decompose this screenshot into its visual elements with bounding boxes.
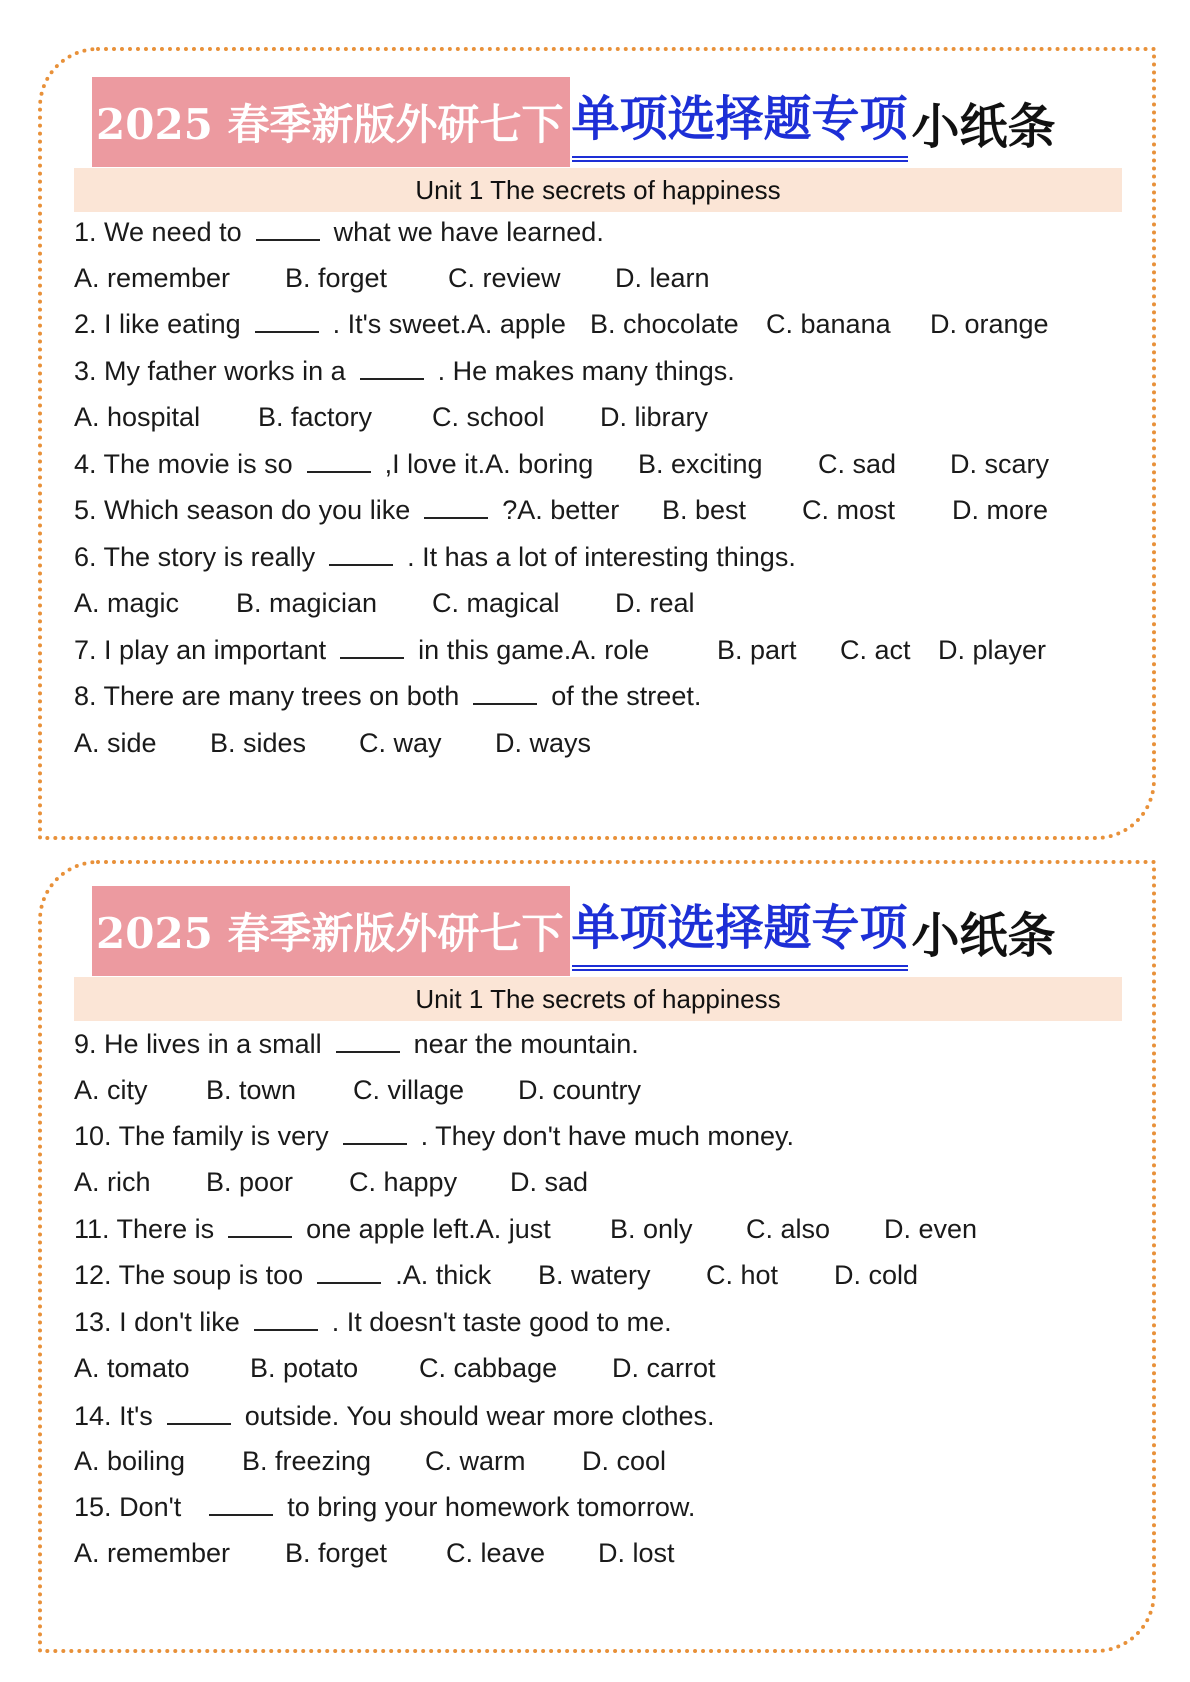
question-text: [74, 1214, 551, 1245]
question-text: in this game.A. role: [418, 635, 650, 665]
question-text: of the street.: [551, 681, 702, 711]
answer-option: D. cold: [834, 1260, 919, 1290]
answer-option: B. sides: [210, 728, 307, 758]
answer-option: C. review: [448, 263, 561, 293]
question-6: [74, 542, 796, 573]
answer-option: B. part: [717, 635, 797, 665]
answer-option: B. forget: [285, 263, 388, 293]
question-14: [74, 1401, 715, 1432]
question-text: We need to: [104, 217, 242, 247]
title-suffix: 小纸条: [911, 98, 1056, 155]
options-9: [74, 1075, 1114, 1109]
question-text: He lives in a small: [104, 1029, 322, 1059]
answer-option: D. orange: [930, 309, 1049, 339]
question-text: . It's sweet.A. apple: [332, 309, 566, 339]
answer-option: A. hospital: [74, 402, 201, 432]
question-text: [74, 449, 593, 480]
answer-option: C. leave: [446, 1538, 546, 1568]
unit-banner: Unit 1 The secrets of happiness: [74, 168, 1122, 212]
worksheet-card-2: [38, 860, 1156, 1653]
question-5: [74, 495, 1114, 529]
options-13: [74, 1353, 1114, 1387]
question-1: [74, 217, 604, 248]
answer-option: D. player: [938, 635, 1047, 665]
question-text: .A. thick: [395, 1260, 492, 1290]
answer-option: D. cool: [582, 1446, 667, 1476]
answer-option: C. warm: [425, 1446, 526, 1476]
question-3: [74, 356, 735, 387]
answer-blank: [424, 495, 488, 519]
answer-option: D. more: [952, 495, 1049, 525]
answer-blank: [256, 217, 320, 241]
answer-option: A. remember: [74, 1538, 231, 1568]
answer-option: A. city: [74, 1075, 148, 1105]
question-10: [74, 1121, 794, 1152]
answer-option: D. ways: [495, 728, 592, 758]
answer-option: C. hot: [706, 1260, 779, 1290]
question-text: 4.: [74, 449, 97, 479]
answer-option: C. sad: [818, 449, 897, 479]
question-text: 5.: [74, 495, 97, 525]
answer-option: B. factory: [258, 402, 373, 432]
question-text: 6.: [74, 542, 97, 572]
options-6: [74, 588, 1114, 622]
answer-blank: [254, 1307, 318, 1331]
question-text: I play an important: [104, 635, 327, 665]
question-text: Don't: [119, 1492, 182, 1522]
question-text: 15.: [74, 1492, 112, 1522]
answer-option: C. also: [746, 1214, 831, 1244]
question-text: I don't like: [119, 1307, 240, 1337]
answer-option: A. side: [74, 728, 157, 758]
question-text: . It has a lot of interesting things.: [407, 542, 796, 572]
answer-option: D. carrot: [612, 1353, 716, 1383]
options-14: [74, 1446, 1114, 1480]
answer-option: D. library: [600, 402, 709, 432]
unit-banner: Unit 1 The secrets of happiness: [74, 977, 1122, 1021]
answer-option: C. act: [840, 635, 911, 665]
answer-option: B. only: [610, 1214, 693, 1244]
answer-option: A. boiling: [74, 1446, 186, 1476]
answer-option: B. chocolate: [590, 309, 739, 339]
answer-blank: [473, 681, 537, 705]
answer-blank: [317, 1260, 381, 1284]
options-8: [74, 728, 1114, 762]
answer-option: D. sad: [510, 1167, 589, 1197]
question-text: ,I love it.A. boring: [384, 449, 594, 479]
answer-option: D. scary: [950, 449, 1050, 479]
answer-blank: [329, 542, 393, 566]
worksheet-title: [92, 886, 1056, 976]
question-text: 11.: [74, 1214, 110, 1244]
answer-option: B. town: [206, 1075, 297, 1105]
question-text: The story is really: [103, 542, 316, 572]
answer-option: C. magical: [432, 588, 560, 618]
answer-option: D. even: [884, 1214, 978, 1244]
answer-option: D. country: [518, 1075, 642, 1105]
question-text: [74, 635, 649, 666]
answer-option: A. magic: [74, 588, 180, 618]
title-highlight: 2025 春季新版外研七下: [92, 886, 570, 976]
answer-blank: [255, 309, 319, 333]
question-text: near the mountain.: [413, 1029, 639, 1059]
answer-blank: [340, 635, 404, 659]
question-9: [74, 1029, 639, 1060]
question-2: [74, 309, 1114, 343]
question-text: The soup is too: [118, 1260, 304, 1290]
answer-blank: [228, 1214, 292, 1238]
answer-option: B. best: [662, 495, 747, 525]
answer-option: D. learn: [615, 263, 710, 293]
answer-blank: [307, 449, 371, 473]
worksheet-card-1: [38, 47, 1156, 840]
question-text: 1.: [74, 217, 97, 247]
question-text: [74, 495, 619, 526]
options-1: [74, 263, 1114, 297]
answer-option: C. way: [359, 728, 442, 758]
question-text: 14.: [74, 1401, 112, 1431]
question-text: outside. You should wear more clothes.: [244, 1401, 715, 1431]
answer-option: A. rich: [74, 1167, 151, 1197]
question-text: what we have learned.: [333, 217, 604, 247]
title-suffix: 小纸条: [911, 907, 1056, 964]
question-8: [74, 681, 701, 712]
question-text: There is: [116, 1214, 215, 1244]
title-highlight: 2025 春季新版外研七下: [92, 77, 570, 167]
title-emphasis: 单项选择题专项: [572, 82, 908, 162]
question-text: . They don't have much money.: [420, 1121, 794, 1151]
question-text: My father works in a: [104, 356, 346, 386]
question-text: to bring your homework tomorrow.: [287, 1492, 696, 1522]
question-text: . It doesn't taste good to me.: [331, 1307, 672, 1337]
question-text: There are many trees on both: [103, 681, 460, 711]
question-text: I like eating: [104, 309, 241, 339]
options-3: [74, 402, 1114, 436]
question-7: [74, 635, 1114, 669]
answer-option: B. potato: [250, 1353, 359, 1383]
question-text: 3.: [74, 356, 97, 386]
question-text: [74, 1260, 491, 1291]
answer-option: B. exciting: [638, 449, 763, 479]
answer-option: C. school: [432, 402, 545, 432]
answer-option: D. lost: [598, 1538, 675, 1568]
question-text: 8.: [74, 681, 97, 711]
answer-option: C. most: [802, 495, 896, 525]
question-text: The movie is so: [103, 449, 293, 479]
question-15: [74, 1492, 695, 1523]
worksheet-title: [92, 77, 1056, 167]
question-text: 7.: [74, 635, 97, 665]
question-text: [74, 309, 566, 340]
question-11: [74, 1214, 1114, 1248]
answer-option: C. happy: [349, 1167, 458, 1197]
options-10: [74, 1167, 1114, 1201]
question-13: [74, 1307, 672, 1338]
question-text: Which season do you like: [104, 495, 411, 525]
question-12: [74, 1260, 1114, 1294]
question-text: . He makes many things.: [437, 356, 735, 386]
answer-option: A. tomato: [74, 1353, 190, 1383]
answer-option: B. magician: [236, 588, 378, 618]
answer-option: A. remember: [74, 263, 231, 293]
answer-option: D. real: [615, 588, 695, 618]
title-emphasis: 单项选择题专项: [572, 891, 908, 971]
answer-option: C. banana: [766, 309, 891, 339]
answer-blank: [209, 1492, 273, 1516]
question-text: 10.: [74, 1121, 112, 1151]
answer-option: B. watery: [538, 1260, 651, 1290]
answer-option: C. village: [353, 1075, 465, 1105]
question-text: It's: [119, 1401, 153, 1431]
answer-blank: [336, 1029, 400, 1053]
answer-option: B. freezing: [242, 1446, 372, 1476]
question-text: The family is very: [118, 1121, 329, 1151]
answer-option: B. poor: [206, 1167, 294, 1197]
options-15: [74, 1538, 1114, 1572]
question-text: one apple left.A. just: [306, 1214, 551, 1244]
answer-option: B. forget: [285, 1538, 388, 1568]
answer-blank: [167, 1401, 231, 1425]
answer-blank: [343, 1121, 407, 1145]
question-4: [74, 449, 1114, 483]
question-text: 12.: [74, 1260, 112, 1290]
answer-option: C. cabbage: [419, 1353, 558, 1383]
question-text: 9.: [74, 1029, 97, 1059]
question-text: 13.: [74, 1307, 112, 1337]
question-text: 2.: [74, 309, 97, 339]
answer-blank: [360, 356, 424, 380]
question-text: ?A. better: [502, 495, 620, 525]
